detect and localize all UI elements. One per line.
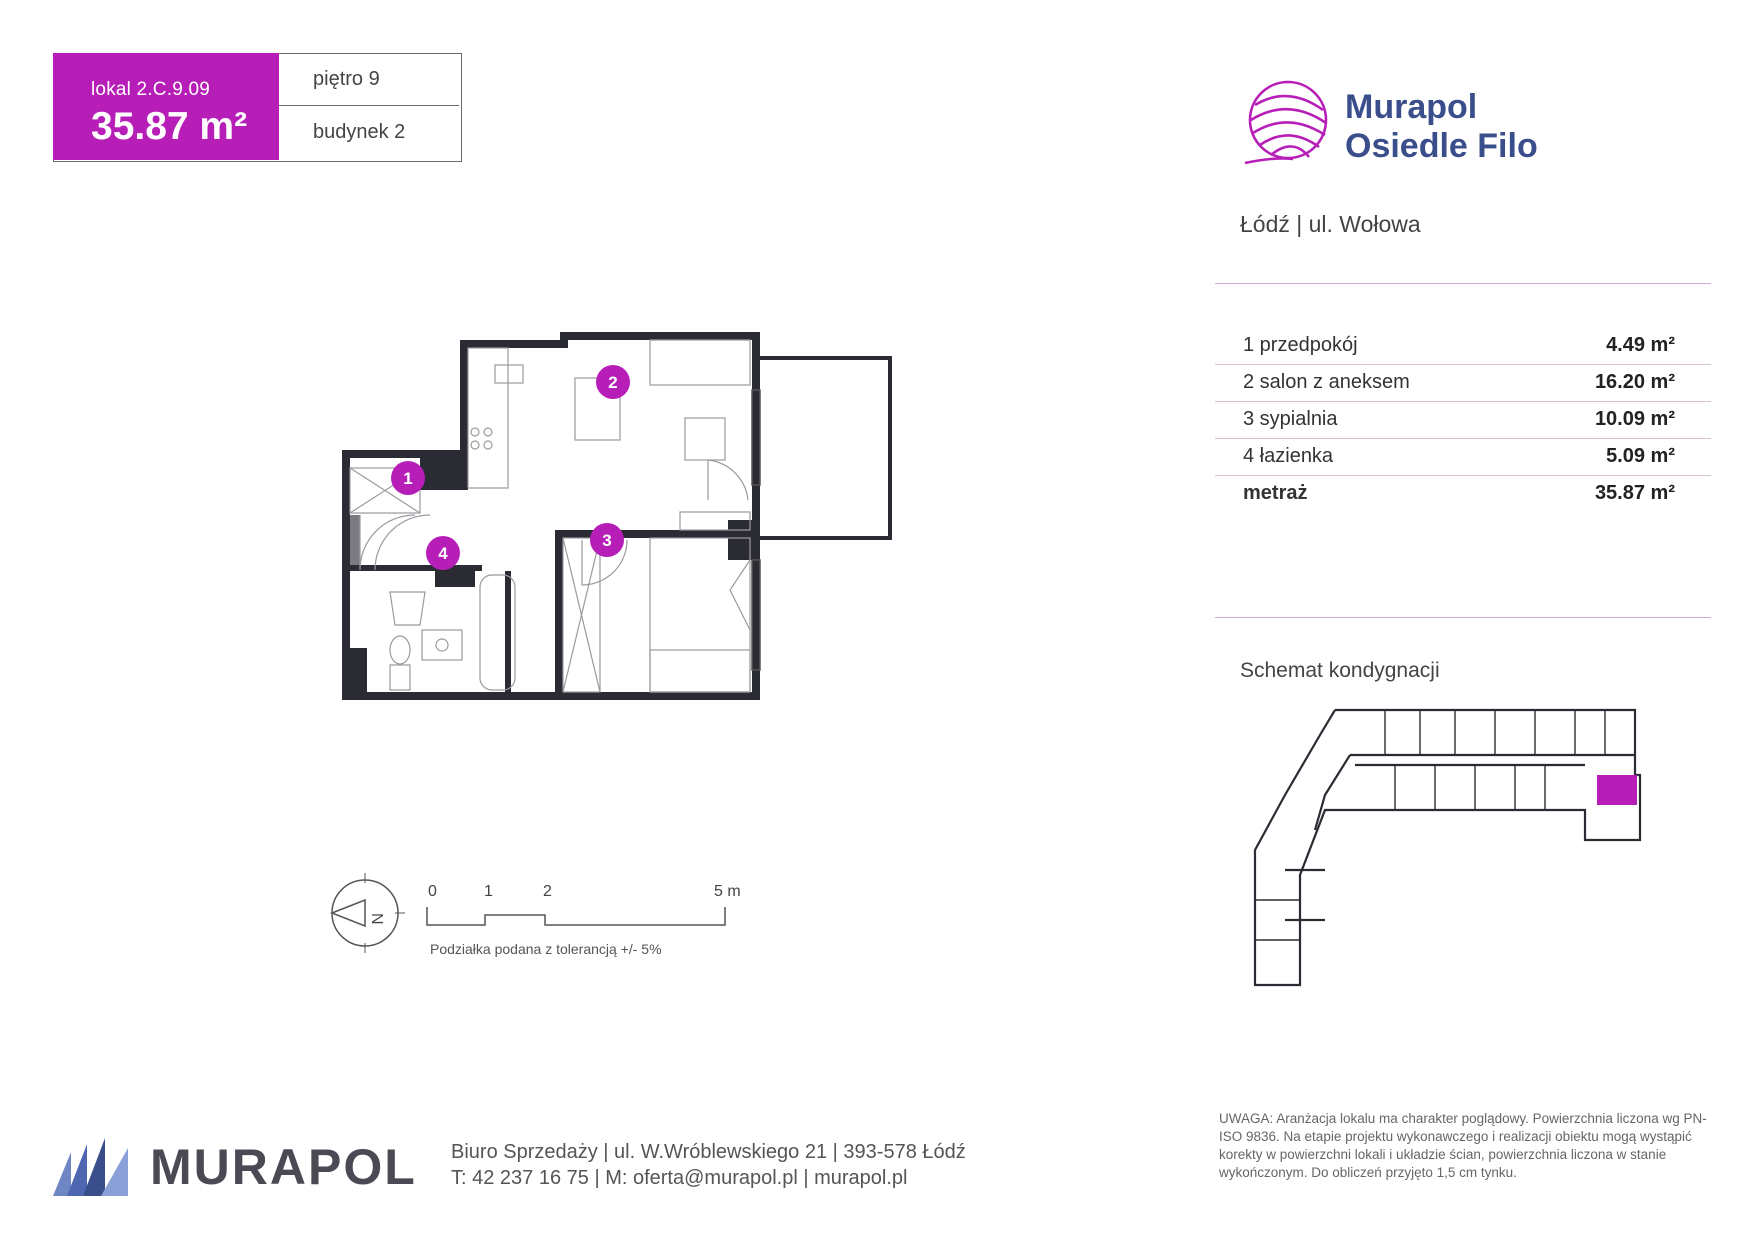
room-area: 10.09 m²	[1594, 408, 1675, 430]
contact-info: T: 42 237 16 75 | M: oferta@murapol.pl | murapol.pl	[451, 1167, 908, 1189]
scale-bar	[425, 905, 735, 930]
room-row	[1215, 402, 1711, 439]
yarn-ball-logo-icon	[1243, 75, 1333, 165]
divider	[1215, 283, 1711, 284]
north-label: N	[368, 913, 385, 925]
room-name: 3 sypialnia	[1243, 408, 1338, 430]
unit-area: 35.87 m²	[91, 105, 248, 148]
highlighted-unit	[1597, 775, 1637, 805]
room-marker-label: 2	[608, 373, 618, 392]
scale-tick: 5 m	[714, 883, 741, 900]
floor-schema-title: Schemat kondygnacji	[1240, 659, 1440, 682]
room-row	[1215, 439, 1711, 476]
room-area: 5.09 m²	[1606, 445, 1675, 467]
unit-building: budynek 2	[313, 121, 406, 143]
compass-north-icon	[320, 868, 410, 958]
total-area: 35.87 m²	[1594, 482, 1675, 504]
total-row	[1215, 476, 1711, 512]
sales-office-address: Biuro Sprzedaży | ul. W.Wróblewskiego 21 | 393-578 Łódź	[451, 1141, 966, 1163]
room-row	[1215, 365, 1711, 402]
footer-brand: MURAPOL	[150, 1139, 417, 1195]
floor-schema-diagram	[1245, 700, 1665, 1000]
unit-badge	[53, 53, 279, 160]
rooms-table	[1215, 328, 1711, 512]
room-row	[1215, 328, 1711, 365]
divider	[1215, 617, 1711, 618]
room-marker-label: 4	[438, 544, 448, 563]
room-area: 4.49 m²	[1606, 334, 1675, 356]
room-name: 1 przedpokój	[1243, 334, 1358, 356]
room-area: 16.20 m²	[1594, 371, 1675, 393]
scale-note: Podziałka podana z tolerancją +/- 5%	[430, 941, 662, 957]
murapol-logo-icon	[53, 1138, 128, 1196]
unit-number: lokal 2.C.9.09	[91, 79, 210, 100]
unit-details	[279, 53, 459, 160]
room-name: 2 salon z aneksem	[1243, 371, 1410, 393]
scale-tick: 2	[543, 883, 552, 900]
room-marker-2	[596, 365, 630, 399]
scale-tick: 1	[484, 883, 493, 900]
room-name: 4 łazienka	[1243, 445, 1334, 467]
room-marker-label: 3	[602, 531, 612, 550]
scale-tick: 0	[428, 883, 437, 900]
room-marker-1	[391, 461, 425, 495]
unit-floor: piętro 9	[279, 53, 459, 106]
estate-name: Osiedle Filo	[1345, 127, 1538, 165]
disclaimer: UWAGA: Aranżacja lokalu ma charakter poglądowy. Powierzchnia liczona wg PN-ISO 9836. Na etapie projektu wykonawczego i realizacji obiektu mogą wystąpić korekty w powierzchni lokali i układzie ścian, powierzchnia liczona w stanie wykończonym. Do obliczeń przyjęto 1,5 cm tynku.	[1219, 1111, 1707, 1180]
room-marker-4	[426, 536, 460, 570]
total-label: metraż	[1243, 482, 1308, 504]
room-marker-label: 1	[403, 469, 413, 488]
floor-plan	[330, 330, 930, 700]
address: Łódź | ul. Wołowa	[1240, 211, 1421, 237]
brand-name: Murapol	[1345, 88, 1478, 126]
room-marker-3	[590, 523, 624, 557]
